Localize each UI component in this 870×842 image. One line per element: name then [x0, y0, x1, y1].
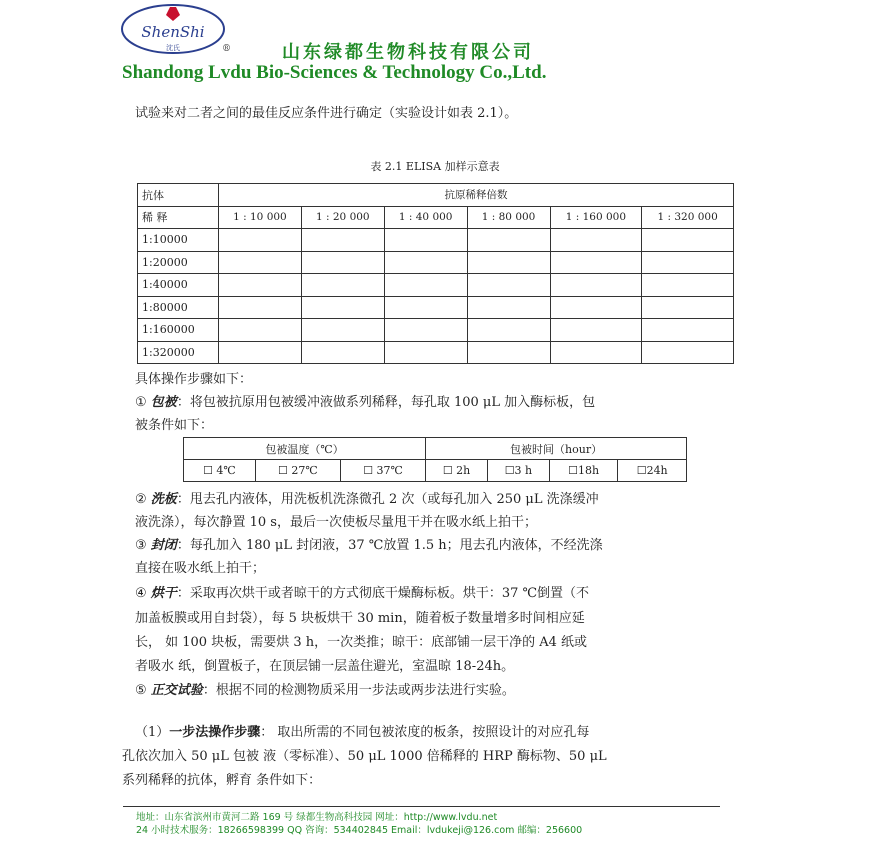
step2-line1: ② 洗板：甩去孔内液体，用洗板机洗涤微孔 2 次（或每孔加入 250 μL 洗涤缓冲: [135, 492, 599, 507]
col-header: 1 : 40 000: [384, 206, 467, 229]
option-2h-checkbox[interactable]: ☐ 2h: [426, 460, 488, 482]
row-header: 1:40000: [138, 274, 219, 297]
onestep-line3: 系列稀释的抗体，孵育 条件如下：: [122, 773, 322, 788]
row-header: 1:80000: [138, 296, 219, 319]
step3-line2: 直接在吸水纸上拍干；: [135, 561, 266, 576]
coating-temp-header: 包被温度（℃）: [184, 438, 426, 460]
company-logo: [120, 3, 226, 55]
step5-line1: ⑤ 正交试验：根据不同的检测物质采用一步法或两步法进行实验。: [135, 683, 515, 698]
logo-seal: 沈氏: [166, 44, 180, 52]
onestep-line1: （1）一步法操作步骤： 取出所需的不同包被浓度的板条，按照设计的对应孔每: [135, 725, 590, 740]
table-row: [138, 274, 734, 297]
row-header: 1:10000: [138, 229, 219, 252]
table-row: [138, 341, 734, 364]
row-header: 1:20000: [138, 251, 219, 274]
coating-conditions-table: [183, 437, 687, 482]
option-3h-checkbox[interactable]: ☐3 h: [487, 460, 549, 482]
table1-group-header: 抗原稀释倍数: [219, 184, 734, 207]
step1-line2: 被条件如下：: [135, 418, 214, 433]
footer-contact: 24 小时技术服务：18266598399 QQ 咨询：534402845 Email：lvdukeji@126.com 邮编：256600: [136, 825, 583, 836]
row-header: 1:320000: [138, 341, 219, 364]
option-27c-checkbox[interactable]: ☐ 27℃: [255, 460, 340, 482]
company-name-cn: 山东绿都生物科技有限公司: [282, 42, 534, 63]
coating-time-header: 包被时间（hour）: [426, 438, 687, 460]
row-header: 1:160000: [138, 319, 219, 342]
option-4c-checkbox[interactable]: ☐ 4℃: [184, 460, 256, 482]
option-37c-checkbox[interactable]: ☐ 37℃: [340, 460, 425, 482]
step4-line2: 加盖板膜或用自封袋），每 5 块板烘干 30 min，随着板子数量增多时间相应延: [135, 611, 585, 626]
intro-text: 试验来对二者之间的最佳反应条件进行确定（实验设计如表 2.1）。: [135, 106, 518, 121]
col-header: 1 : 20 000: [301, 206, 384, 229]
company-name-en: Shandong Lvdu Bio-Sciences & Technology Co.,Ltd.: [122, 62, 547, 83]
table-row: [138, 251, 734, 274]
col-header: 1 : 10 000: [219, 206, 302, 229]
step2-line2: 液洗涤），每次静置 10 s，最后一次使板尽量甩干并在吸水纸上拍干；: [135, 515, 537, 530]
footer-divider: [123, 806, 720, 807]
table1-corner-2: 稀 释: [138, 206, 219, 229]
option-24h-checkbox[interactable]: ☐24h: [618, 460, 687, 482]
steps-intro: 具体操作步骤如下：: [135, 372, 253, 387]
col-header: 1 : 160 000: [550, 206, 642, 229]
step4-line4: 者吸水 纸，倒置板子，在顶层铺一层盖住避光，室温晾 18-24h。: [135, 659, 515, 674]
col-header: 1 : 80 000: [467, 206, 550, 229]
table-row: [138, 319, 734, 342]
step1-line1: ① 包被：将包被抗原用包被缓冲液做系列稀释，每孔取 100 μL 加入酶标板，包: [135, 395, 596, 410]
table1-caption: 表 2.1 ELISA 加样示意表: [370, 160, 500, 173]
table1-corner: 抗体: [138, 184, 219, 207]
table-row: [138, 296, 734, 319]
step3-line1: ③ 封闭：每孔加入 180 μL 封闭液，37 ℃放置 1.5 h；甩去孔内液体，不经洗涤: [135, 538, 603, 553]
onestep-line2: 孔依次加入 50 μL 包被 液（零标准）、50 μL 1000 倍稀释的 HRP 酶标物、50 μL: [122, 749, 607, 764]
elisa-plate-table: [137, 183, 734, 364]
table-row: [138, 229, 734, 252]
step4-line3: 长， 如 100 块板，需要烘 3 h，一次类推；晾干：底部铺一层干净的 A4 纸或: [135, 635, 588, 650]
step4-line1: ④ 烘干：采取再次烘干或者晾干的方式彻底干燥酶标板。烘干：37 ℃倒置（不: [135, 586, 590, 601]
registered-mark: ®: [222, 44, 231, 54]
option-18h-checkbox[interactable]: ☐18h: [549, 460, 618, 482]
logo-text: ShenShi: [141, 23, 205, 41]
footer-address: 地址：山东省滨州市黄河二路 169 号 绿都生物高科技园 网址：http://www.lvdu.net: [136, 812, 498, 823]
col-header: 1 : 320 000: [642, 206, 734, 229]
